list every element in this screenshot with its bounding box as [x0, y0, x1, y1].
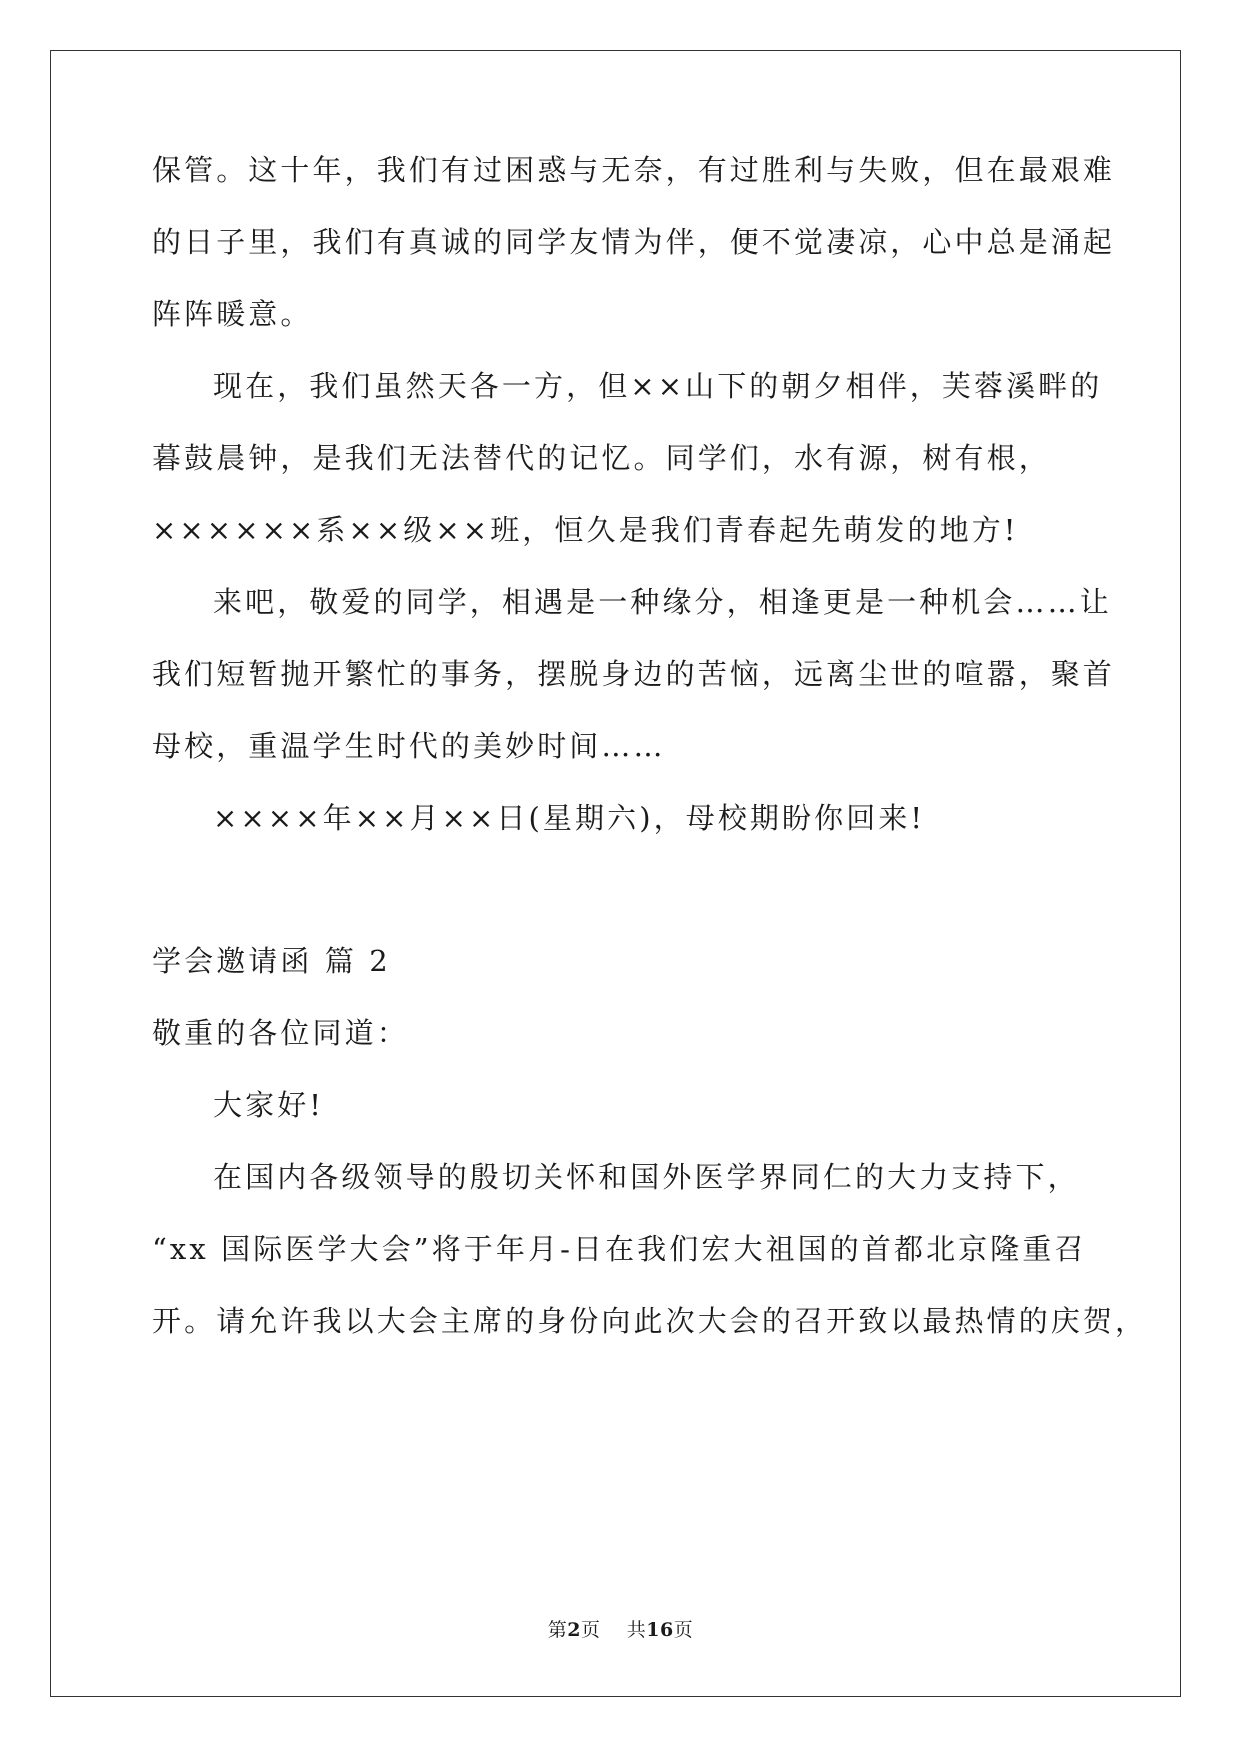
total-prefix: 共	[626, 1619, 647, 1641]
paragraph-1-line-2: 的日子里，我们有真诚的同学友情为伴，便不觉凄凉，心中总是涌起	[152, 225, 1116, 259]
total-unit: 页	[673, 1619, 694, 1641]
page-prefix: 第	[547, 1619, 568, 1641]
paragraph-4-line-1: ××××年××月××日(星期六)，母校期盼你回来!	[213, 801, 926, 835]
paragraph-2-line-3: ××××××系××级××班，恒久是我们青春起先萌发的地方!	[152, 513, 1019, 547]
section-2-heading: 学会邀请函 篇 2	[152, 944, 391, 978]
page-unit: 页	[581, 1619, 601, 1641]
section-2-body-line-1: 在国内各级领导的殷切关怀和国外医学界同仁的大力支持下，	[213, 1160, 1080, 1194]
paragraph-1-line-1: 保管。这十年，我们有过困惑与无奈，有过胜利与失败，但在最艰难	[152, 153, 1116, 187]
section-2-body-line-3: 开。请允许我以大会主席的身份向此次大会的召开致以最热情的庆贺，	[152, 1304, 1148, 1338]
paragraph-3-line-3: 母校，重温学生时代的美妙时间……	[152, 729, 666, 763]
paragraph-2-line-2: 暮鼓晨钟，是我们无法替代的记忆。同学们，水有源，树有根，	[152, 441, 1051, 475]
salutation: 敬重的各位同道：	[152, 1016, 409, 1050]
paragraph-2-line-1: 现在，我们虽然天各一方，但××山下的朝夕相伴，芙蓉溪畔的	[213, 369, 1103, 403]
paragraph-1-line-3: 阵阵暖意。	[152, 297, 313, 331]
total-pages: 16	[646, 1619, 674, 1641]
paragraph-3-line-1: 来吧，敬爱的同学，相遇是一种缘分，相逢更是一种机会……让	[213, 585, 1112, 619]
paragraph-3-line-2: 我们短暂抛开繁忙的事务，摆脱身边的苦恼，远离尘世的喧嚣，聚首	[152, 657, 1116, 691]
greeting: 大家好!	[213, 1088, 325, 1122]
section-2-body-line-2: “xx 国际医学大会”将于年月-日在我们宏大祖国的首都北京隆重召	[152, 1232, 1087, 1266]
page-number: 2	[567, 1619, 582, 1641]
page-footer	[0, 1618, 1241, 1642]
